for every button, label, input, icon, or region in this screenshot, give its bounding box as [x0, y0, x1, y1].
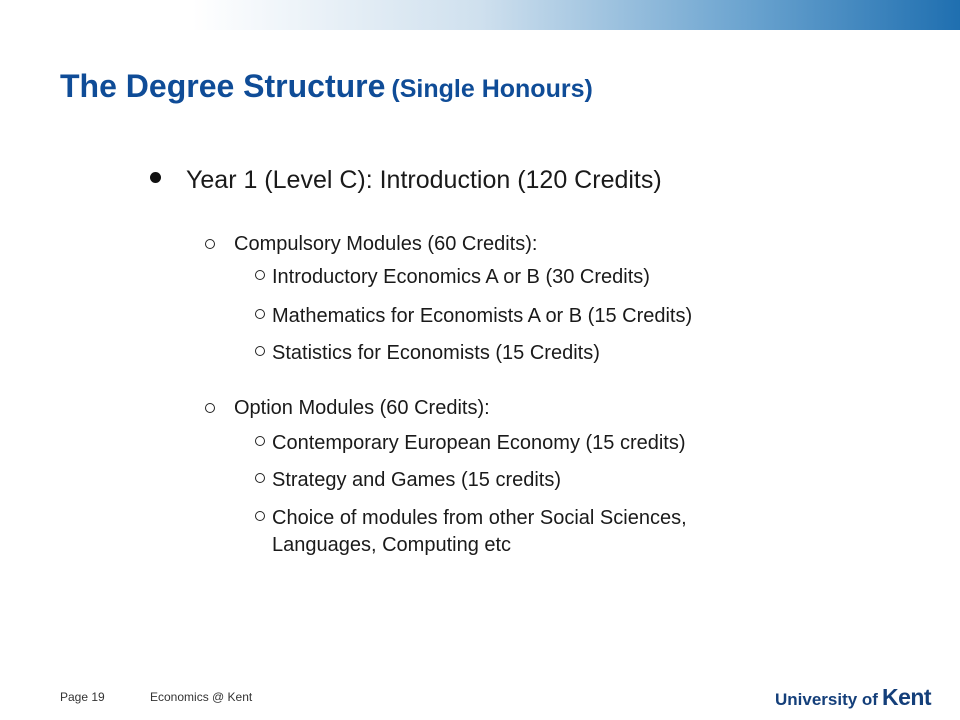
- top-gradient-band: [0, 0, 960, 30]
- hollow-bullet-icon: [255, 309, 265, 319]
- slide-title-main: The Degree Structure: [60, 68, 386, 104]
- university-logo: [775, 684, 931, 711]
- department-label: Economics @ Kent: [150, 690, 253, 704]
- bullet-text: Year 1 (Level C): Introduction (120 Credits): [186, 166, 662, 194]
- list-item-text: Contemporary European Economy (15 credits): [272, 432, 686, 454]
- hollow-bullet-icon: [255, 436, 265, 446]
- section-heading: Option Modules (60 Credits):: [234, 397, 490, 419]
- hollow-bullet-icon: [255, 346, 265, 356]
- list-item-text: Strategy and Games (15 credits): [272, 469, 562, 491]
- slide-title-suffix: (Single Honours): [391, 75, 593, 103]
- logo-prefix: University of: [775, 690, 878, 709]
- list-item-text: Introductory Economics A or B (30 Credits): [272, 266, 650, 288]
- hollow-bullet-icon: [205, 239, 215, 249]
- hollow-bullet-icon: [255, 473, 265, 483]
- slide-title: [60, 68, 593, 105]
- filled-bullet-icon: [150, 172, 161, 183]
- logo-name: Kent: [881, 684, 932, 710]
- list-item-text: Languages, Computing etc: [272, 534, 512, 556]
- hollow-bullet-icon: [205, 403, 215, 413]
- hollow-bullet-icon: [255, 511, 265, 521]
- section-heading: Compulsory Modules (60 Credits):: [234, 233, 538, 255]
- list-item-text: Statistics for Economists (15 Credits): [272, 342, 600, 364]
- list-item-text: Mathematics for Economists A or B (15 Credits): [272, 305, 693, 327]
- page-number: Page 19: [60, 690, 105, 704]
- hollow-bullet-icon: [255, 270, 265, 280]
- list-item-text: Choice of modules from other Social Sciences,: [272, 507, 687, 529]
